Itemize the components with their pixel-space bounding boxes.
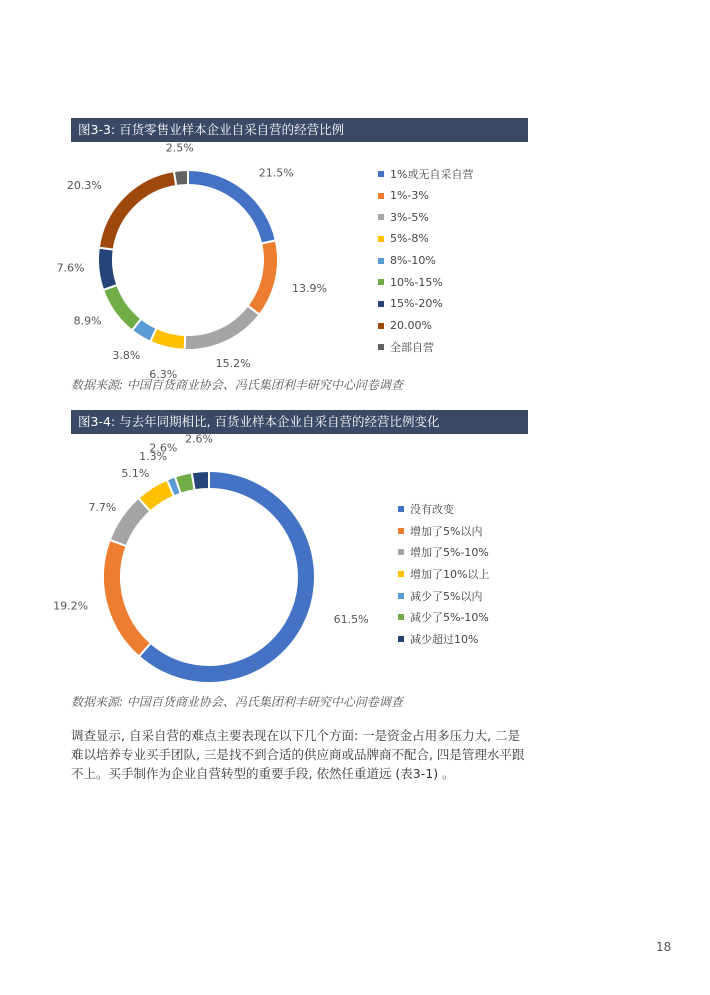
- legend-label: 20.00%: [390, 319, 432, 333]
- figure-3-4-title: 图3-4: 与去年同期相比, 百货业样本企业自采自营的经营比例变化: [71, 410, 528, 434]
- legend-label: 增加了5%-10%: [410, 546, 489, 560]
- legend-item-0-5: [378, 271, 473, 293]
- legend-swatch: [378, 279, 384, 285]
- data-label-1-1: 19.2%: [53, 599, 89, 613]
- legend-label: 15%-20%: [390, 297, 443, 311]
- donut-slice-1-0: [139, 471, 315, 683]
- legend-label: 3%-5%: [390, 210, 429, 224]
- figure-3-4-donut-chart: [53, 432, 369, 695]
- donut-slice-0-8: [174, 170, 188, 186]
- data-label-0-4: 3.8%: [112, 349, 141, 363]
- data-label-0-8: 2.5%: [165, 141, 194, 155]
- legend-swatch: [378, 301, 384, 307]
- data-label-0-3: 6.3%: [149, 368, 178, 382]
- data-label-1-4: 1.3%: [139, 450, 168, 464]
- legend-label: 减少超过10%: [410, 632, 479, 646]
- legend-label: 增加了5%以内: [410, 524, 483, 538]
- legend-item-0-0: [378, 163, 473, 185]
- donut-slice-0-6: [98, 248, 117, 290]
- figure-3-3-source: 数据来源: 中国百货商业协会、冯氏集团利丰研究中心问卷调查: [71, 378, 403, 392]
- legend-swatch: [378, 236, 384, 242]
- legend-item-1-3: [398, 563, 489, 585]
- figure-3-4-source: 数据来源: 中国百货商业协会、冯氏集团利丰研究中心问卷调查: [71, 695, 403, 709]
- donut-slice-0-2: [185, 306, 260, 350]
- donut-slice-1-6: [192, 471, 209, 490]
- data-label-0-0: 21.5%: [258, 166, 294, 180]
- figure-3-3-legend: [378, 163, 473, 358]
- legend-item-0-7: [378, 315, 473, 337]
- body-paragraph: 调查显示, 自采自营的难点主要表现在以下几个方面: 一是资金占用多压力大, 二是难以培养专业买手团队, 三是找不到合适的供应商或品牌商不配合, 四是管理水平跟不上。买手制作为企业自营转型的重要手段, 依然任重道远 (表3-1) 。: [71, 728, 525, 781]
- legend-item-0-3: [378, 228, 473, 250]
- legend-item-1-0: [398, 498, 489, 520]
- legend-label: 8%-10%: [390, 254, 436, 268]
- legend-swatch: [378, 258, 384, 264]
- legend-label: 增加了10%以上: [410, 567, 490, 581]
- figure-3-4-legend: [398, 498, 489, 650]
- data-label-0-2: 15.2%: [215, 356, 251, 370]
- legend-item-1-5: [398, 606, 489, 628]
- figure-3-3-donut-chart: [56, 141, 360, 382]
- figure-3-3-title: 图3-3: 百货零售业样本企业自采自营的经营比例: [71, 118, 528, 142]
- legend-item-0-6: [378, 293, 473, 315]
- legend-swatch: [398, 571, 404, 577]
- legend-label: 1%-3%: [390, 189, 429, 203]
- legend-item-0-4: [378, 250, 473, 272]
- donut-slice-0-0: [188, 170, 276, 244]
- legend-label: 10%-15%: [390, 275, 443, 289]
- legend-label: 5%-8%: [390, 232, 429, 246]
- legend-swatch: [398, 506, 404, 512]
- legend-item-1-4: [398, 585, 489, 607]
- donut-slice-0-7: [99, 171, 176, 250]
- page-number: 18: [656, 940, 672, 954]
- legend-label: 减少了5%-10%: [410, 611, 489, 625]
- data-label-1-6: 2.6%: [185, 432, 214, 446]
- data-label-0-6: 7.6%: [56, 261, 85, 275]
- legend-item-0-2: [378, 206, 473, 228]
- data-label-1-0: 61.5%: [333, 613, 369, 627]
- legend-label: 1%或无自采自营: [390, 167, 474, 181]
- legend-swatch: [398, 528, 404, 534]
- data-label-0-1: 13.9%: [292, 281, 327, 295]
- legend-swatch: [398, 636, 404, 642]
- legend-swatch: [378, 323, 384, 329]
- donut-slice-1-1: [103, 540, 151, 657]
- legend-swatch: [378, 193, 384, 199]
- legend-item-1-1: [398, 520, 489, 542]
- legend-label: 减少了5%以内: [410, 589, 483, 603]
- legend-item-0-1: [378, 185, 473, 207]
- legend-swatch: [378, 344, 384, 350]
- donut-slice-0-5: [103, 285, 141, 330]
- legend-item-0-8: [378, 337, 473, 359]
- data-label-1-3: 5.1%: [121, 467, 150, 481]
- data-label-1-5: 2.6%: [149, 441, 178, 455]
- legend-swatch: [398, 549, 404, 555]
- legend-item-1-2: [398, 541, 489, 563]
- legend-swatch: [378, 214, 384, 220]
- donut-slice-0-1: [248, 240, 278, 314]
- data-label-0-5: 8.9%: [73, 314, 102, 328]
- legend-swatch: [378, 171, 384, 177]
- legend-swatch: [398, 614, 404, 620]
- legend-label: 没有改变: [410, 502, 454, 516]
- legend-swatch: [398, 593, 404, 599]
- legend-item-1-6: [398, 628, 489, 650]
- data-label-1-2: 7.7%: [88, 501, 117, 515]
- data-label-0-7: 20.3%: [66, 178, 102, 192]
- legend-label: 全部自营: [390, 341, 434, 355]
